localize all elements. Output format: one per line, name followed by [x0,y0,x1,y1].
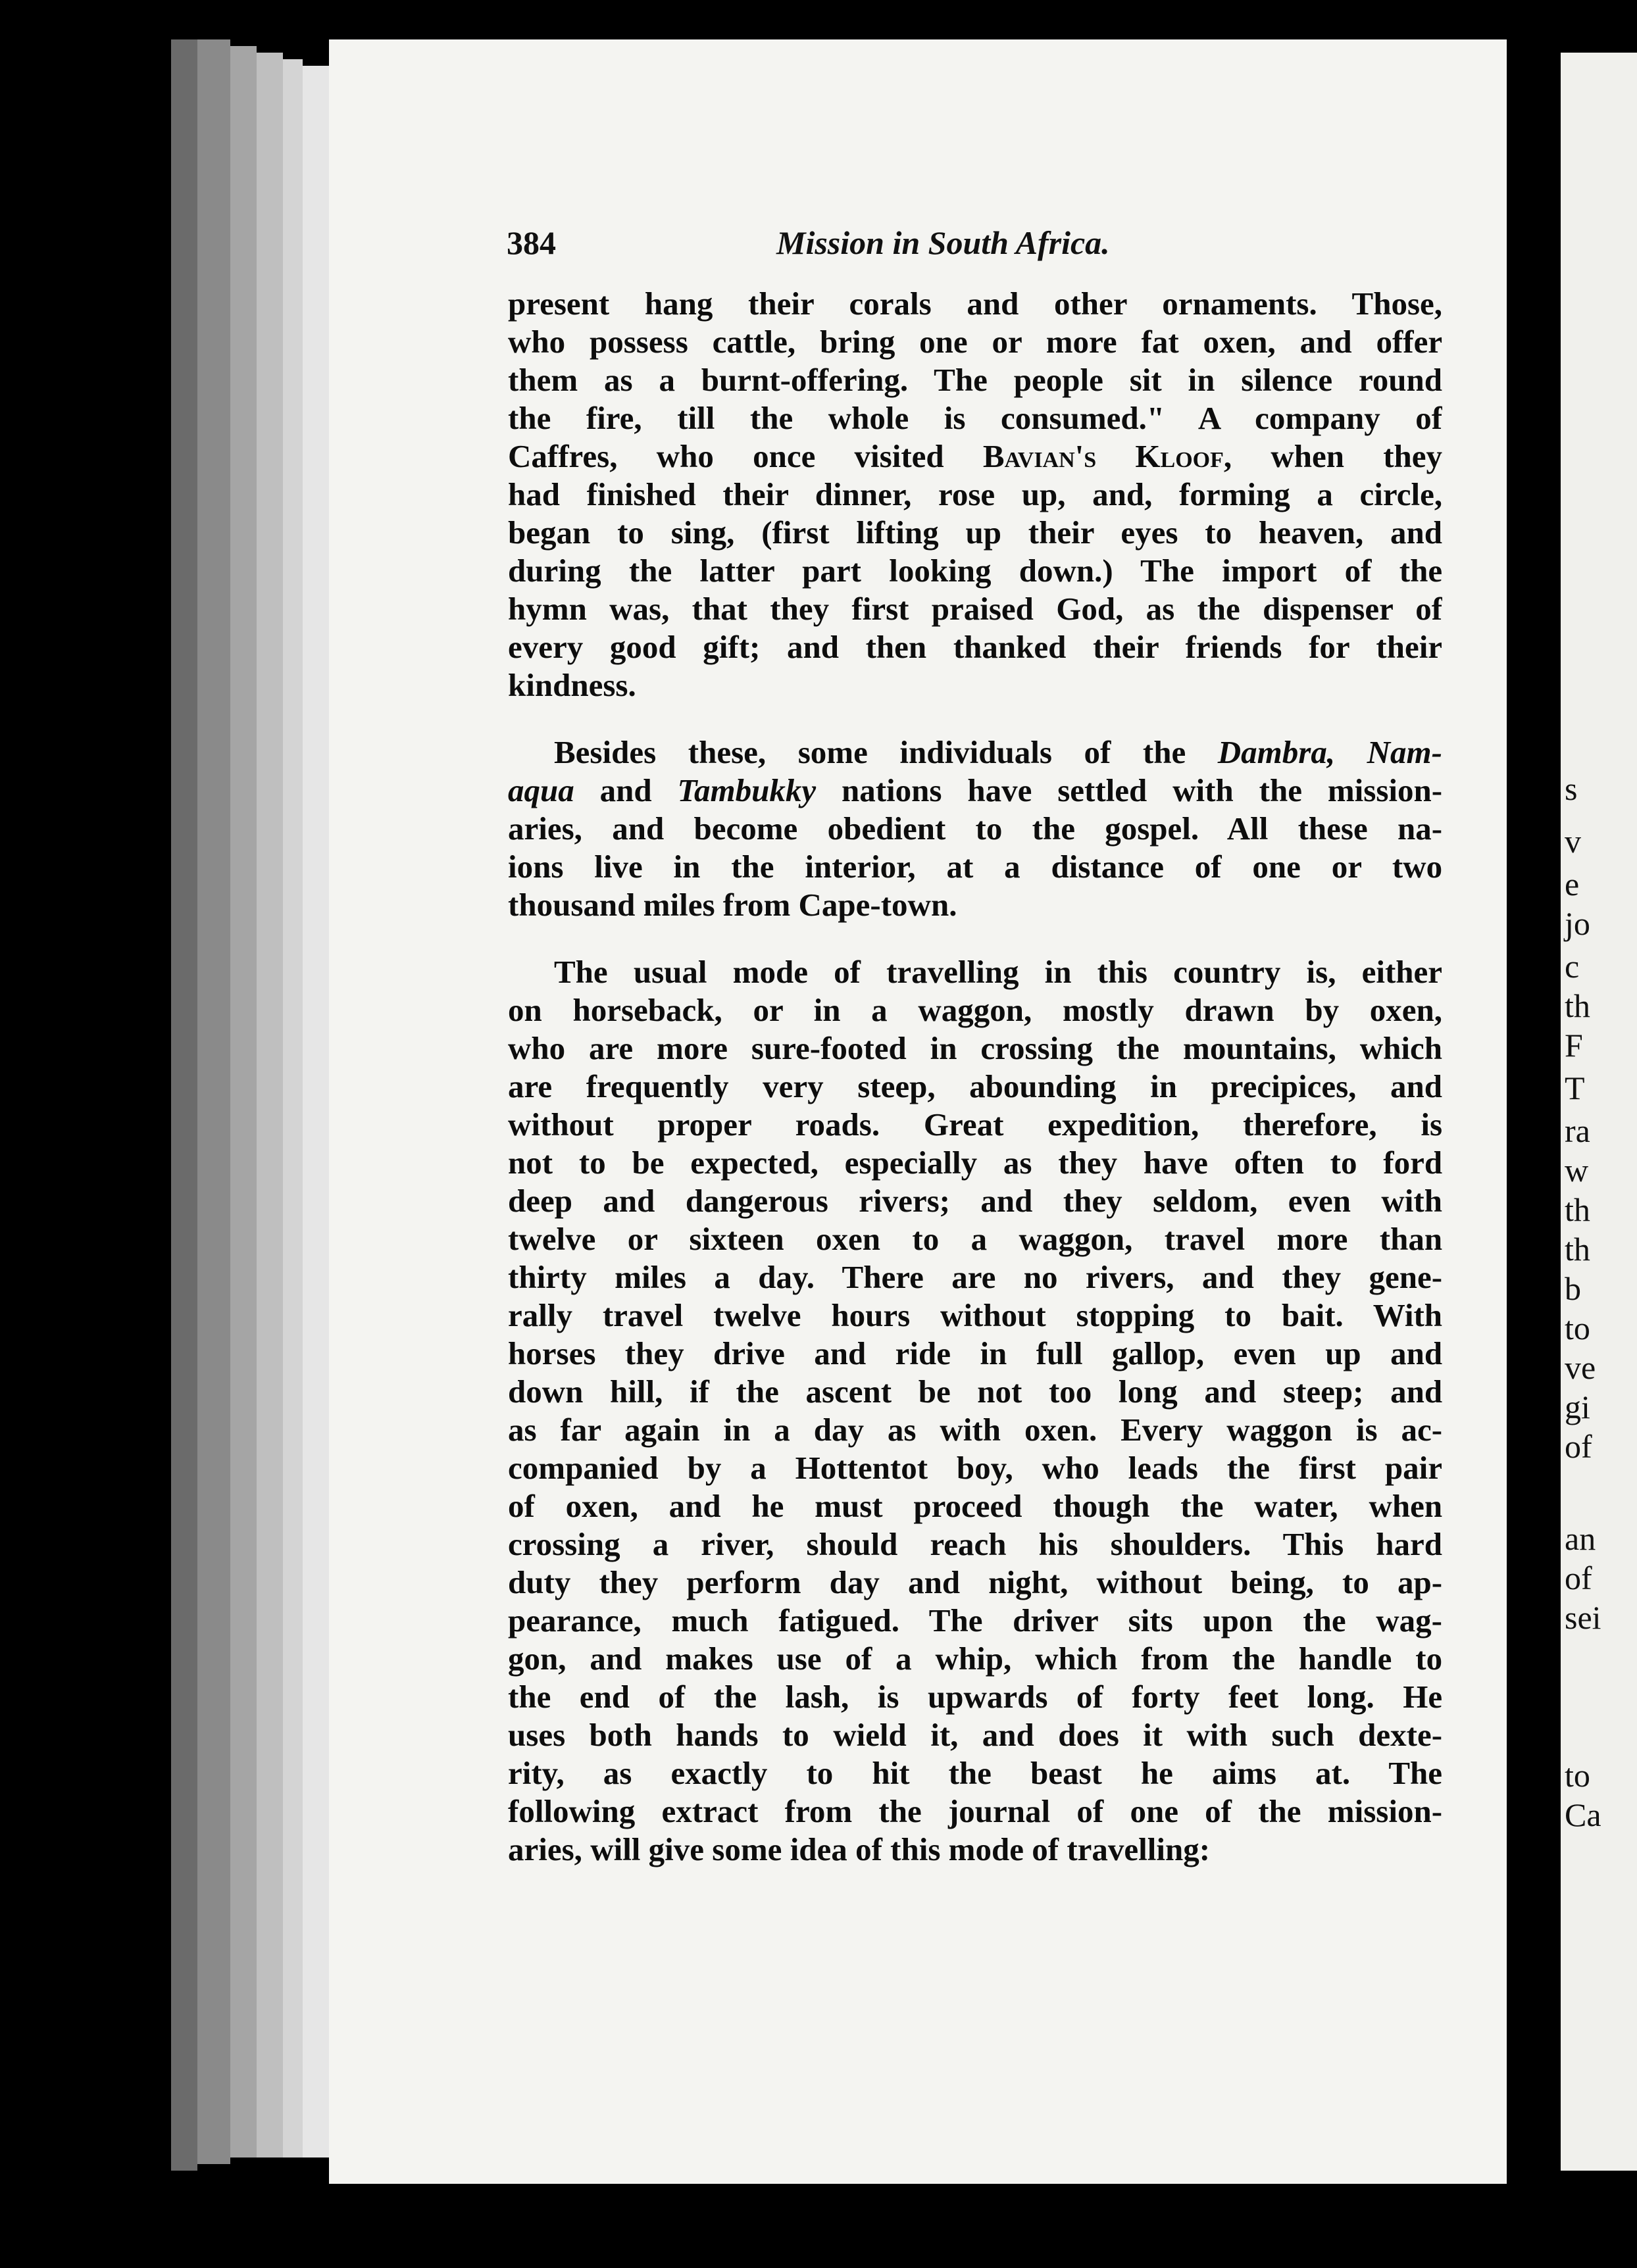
page-edge [230,46,257,2157]
text-line: uses both hands to wield it, and does it with such dexte- [508,1717,1442,1753]
adjacent-page-text-fragment: th [1565,1231,1590,1268]
text-line: who are more sure-footed in crossing the mountains, which [508,1030,1442,1066]
adjacent-page-text-fragment: T [1565,1070,1585,1106]
text-line: not to be expected, especially as they have often to ford [508,1145,1442,1181]
text-line: down hill, if the ascent be not too long and steep; and [508,1373,1442,1410]
text-line: ions live in the interior, at a distance of one or two [508,849,1442,885]
running-head [507,224,1454,270]
text-line: them as a burnt-offering. The people sit in silence round [508,362,1442,398]
page-number: 384 [507,224,556,261]
text-line: during the latter part looking down.) The import of the [508,553,1442,589]
adjacent-page-edge [1561,53,1637,2171]
adjacent-page-text-fragment: of [1565,1428,1592,1465]
text-line: present hang their corals and other ornaments. Those, [508,285,1442,322]
page-edge [197,39,230,2164]
text-line: twelve or sixteen oxen to a waggon, travel more than [508,1221,1442,1257]
text-line: crossing a river, should reach his shoulders. This hard [508,1526,1442,1562]
running-title: Mission in South Africa. [776,224,1110,261]
text-line: thirty miles a day. There are no rivers, and they gene- [508,1259,1442,1295]
text-line: following extract from the journal of one of the mission- [508,1793,1442,1829]
paragraph-gap [508,924,1442,953]
text-line: Besides these, some individuals of the Dambra, Nam- [554,734,1442,770]
adjacent-page-text-fragment: b [1565,1270,1581,1307]
adjacent-page-text-fragment: ra [1565,1112,1590,1149]
adjacent-page-text-fragment: e [1565,866,1580,902]
text-line: hymn was, that they first praised God, as the dispenser of [508,591,1442,627]
text-line: as far again in a day as with oxen. Every waggon is ac- [508,1412,1442,1448]
adjacent-page-text-fragment: th [1565,1191,1590,1228]
adjacent-page-text-fragment: th [1565,987,1590,1024]
adjacent-page-text-fragment: jo [1565,905,1590,942]
text-line: on horseback, or in a waggon, mostly drawn by oxen, [508,992,1442,1028]
adjacent-page-text-fragment: s [1565,770,1578,807]
text-line: rity, as exactly to hit the beast he aims at. The [508,1755,1442,1791]
text-line: without proper roads. Great expedition, therefore, is [508,1106,1442,1143]
text-line: aries, will give some idea of this mode of travelling: [508,1831,1211,1867]
text-line: every good gift; and then thanked their friends for their [508,629,1442,665]
text-line: gon, and makes use of a whip, which from the handle to [508,1640,1442,1677]
text-line: pearance, much fatigued. The driver sits upon the wag- [508,1602,1442,1639]
text-line: rally travel twelve hours without stopping to bait. With [508,1297,1442,1333]
paragraph-gap [508,704,1442,733]
text-line: kindness. [508,667,636,703]
page-edge [257,53,283,2157]
text-line: The usual mode of travelling in this country is, either [554,954,1442,990]
adjacent-page-text-fragment: v [1565,823,1581,860]
adjacent-page-text-fragment: w [1565,1152,1589,1189]
text-line: had finished their dinner, rose up, and, forming a circle, [508,476,1442,512]
adjacent-page-text-fragment: an [1565,1520,1596,1557]
adjacent-page-text-fragment: gi [1565,1389,1590,1425]
text-line: deep and dangerous rivers; and they seldom, even with [508,1183,1442,1219]
paragraph [508,285,1442,704]
adjacent-page-text-fragment: ve [1565,1349,1596,1386]
page-edge [303,66,329,2157]
text-line: began to sing, (first lifting up their eyes to heaven, and [508,514,1442,551]
text-line: aqua and Tambukky nations have settled with the mission- [508,772,1442,808]
paragraph [508,733,1442,924]
text-line: horses they drive and ride in full gallop, even up and [508,1335,1442,1371]
text-line: of oxen, and he must proceed though the water, when [508,1488,1442,1524]
text-line: duty they perform day and night, without being, to ap- [508,1564,1442,1600]
text-line: who possess cattle, bring one or more fat oxen, and offer [508,324,1442,360]
text-line: aries, and become obedient to the gospel. All these na- [508,810,1442,847]
text-line: are frequently very steep, abounding in precipices, and [508,1068,1442,1104]
page-edge [171,39,197,2171]
paragraph [508,953,1442,1869]
text-line: the fire, till the whole is consumed." A company of [508,400,1442,436]
adjacent-page-text-fragment: to [1565,1757,1590,1794]
adjacent-page-text-fragment: of [1565,1560,1592,1596]
body-text [508,285,1442,1869]
adjacent-page-text-fragment: sei [1565,1599,1601,1636]
adjacent-page-text-fragment: c [1565,948,1580,985]
text-line: the end of the lash, is upwards of forty feet long. He [508,1679,1442,1715]
adjacent-page-text-fragment: to [1565,1310,1590,1346]
page-edge [283,59,303,2157]
adjacent-page-text-fragment: F [1565,1027,1583,1064]
text-line: companied by a Hottentot boy, who leads the first pair [508,1450,1442,1486]
adjacent-page-text-fragment: Ca [1565,1796,1601,1833]
text-line: thousand miles from Cape-town. [508,887,957,923]
text-line: Caffres, who once visited Bavian's Kloof, when they [508,438,1442,474]
